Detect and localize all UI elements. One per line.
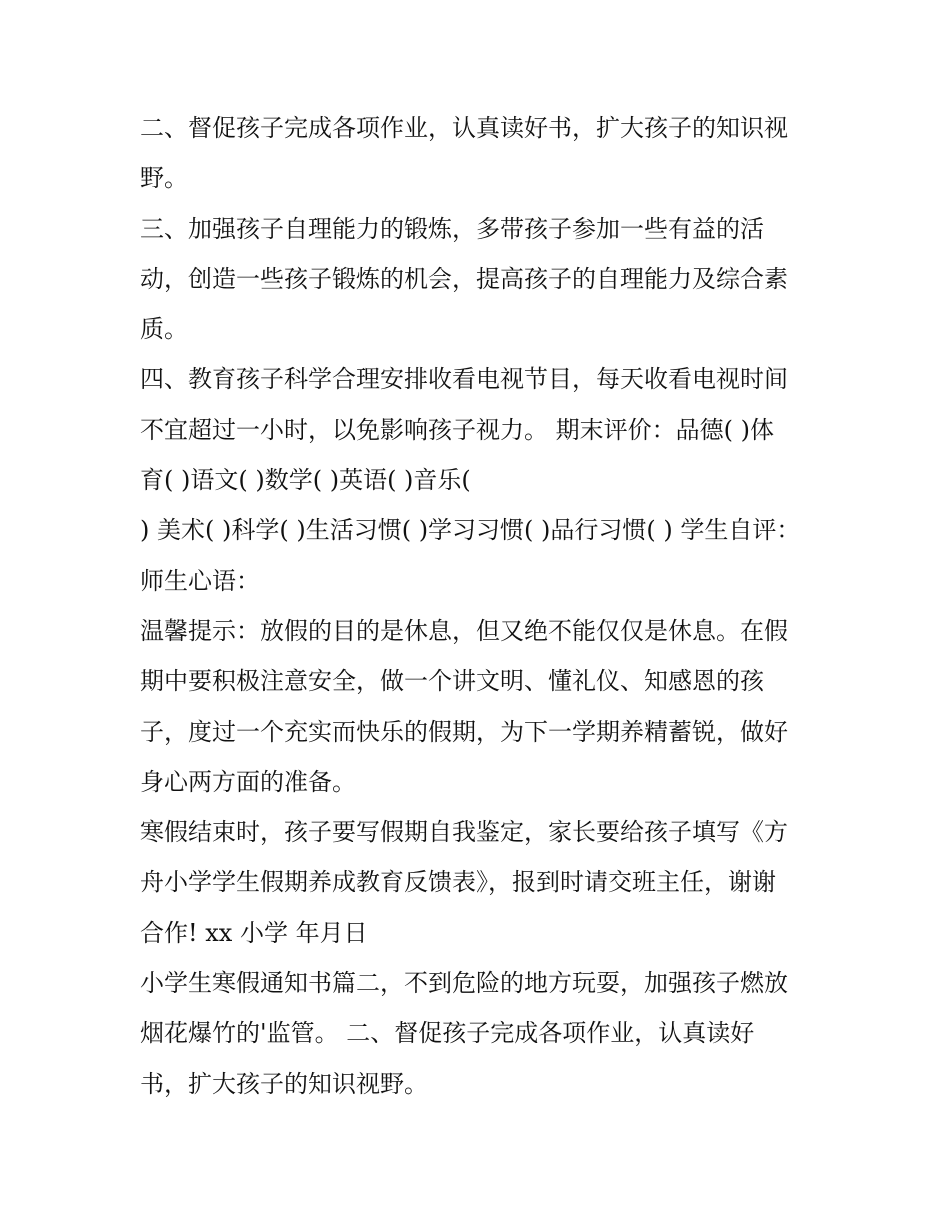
- text-line: 烟花爆竹的'监管。 二、督促孩子完成各项作业，认真读好: [140, 1019, 755, 1048]
- text-line: 期中要积极注意安全，做一个讲文明、懂礼仪、知感恩的孩: [140, 667, 764, 696]
- text-line: 动，创造一些孩子锻炼的机会，提高孩子的自理能力及综合素: [140, 264, 788, 293]
- text-line: 师生心语：: [140, 566, 260, 595]
- text-line: 育( )语文( )数学( )英语( )音乐(: [140, 466, 471, 495]
- text-line: 三、加强孩子自理能力的锻炼，多带孩子参加一些有益的活: [140, 214, 764, 243]
- text-line: 不宜超过一小时，以免影响孩子视力。 期末评价：品德( )体: [140, 415, 774, 444]
- text-line: 温馨提示：放假的目的是休息，但又绝不能仅仅是休息。在假: [140, 616, 788, 645]
- text-line: 寒假结束时，孩子要写假期自我鉴定，家长要给孩子填写《方: [140, 818, 788, 847]
- text-line: 书，扩大孩子的知识视野。: [140, 1069, 428, 1098]
- text-line: 野。: [140, 164, 188, 193]
- text-line: 子，度过一个充实而快乐的假期，为下一学期养精蓄锐，做好: [140, 717, 788, 746]
- text-line: 合作! xx 小学 年月日: [140, 918, 368, 947]
- text-line: 四、教育孩子科学合理安排收看电视节目，每天收看电视时间: [140, 365, 788, 394]
- text-line: 小学生寒假通知书篇二，不到危险的地方玩耍，加强孩子燃放: [140, 969, 788, 998]
- text-line: 二、督促孩子完成各项作业，认真读好书，扩大孩子的知识视: [140, 114, 788, 142]
- text-line: 舟小学学生假期养成教育反馈表》，报到时请交班主任，谢谢: [140, 868, 776, 897]
- text-line: 身心两方面的准备。: [140, 767, 356, 796]
- text-line: ) 美术( )科学( )生活习惯( )学习习惯( )品行习惯( ) 学生自评：: [140, 516, 801, 545]
- document-body: [140, 103, 830, 1109]
- text-line: 质。: [140, 315, 188, 344]
